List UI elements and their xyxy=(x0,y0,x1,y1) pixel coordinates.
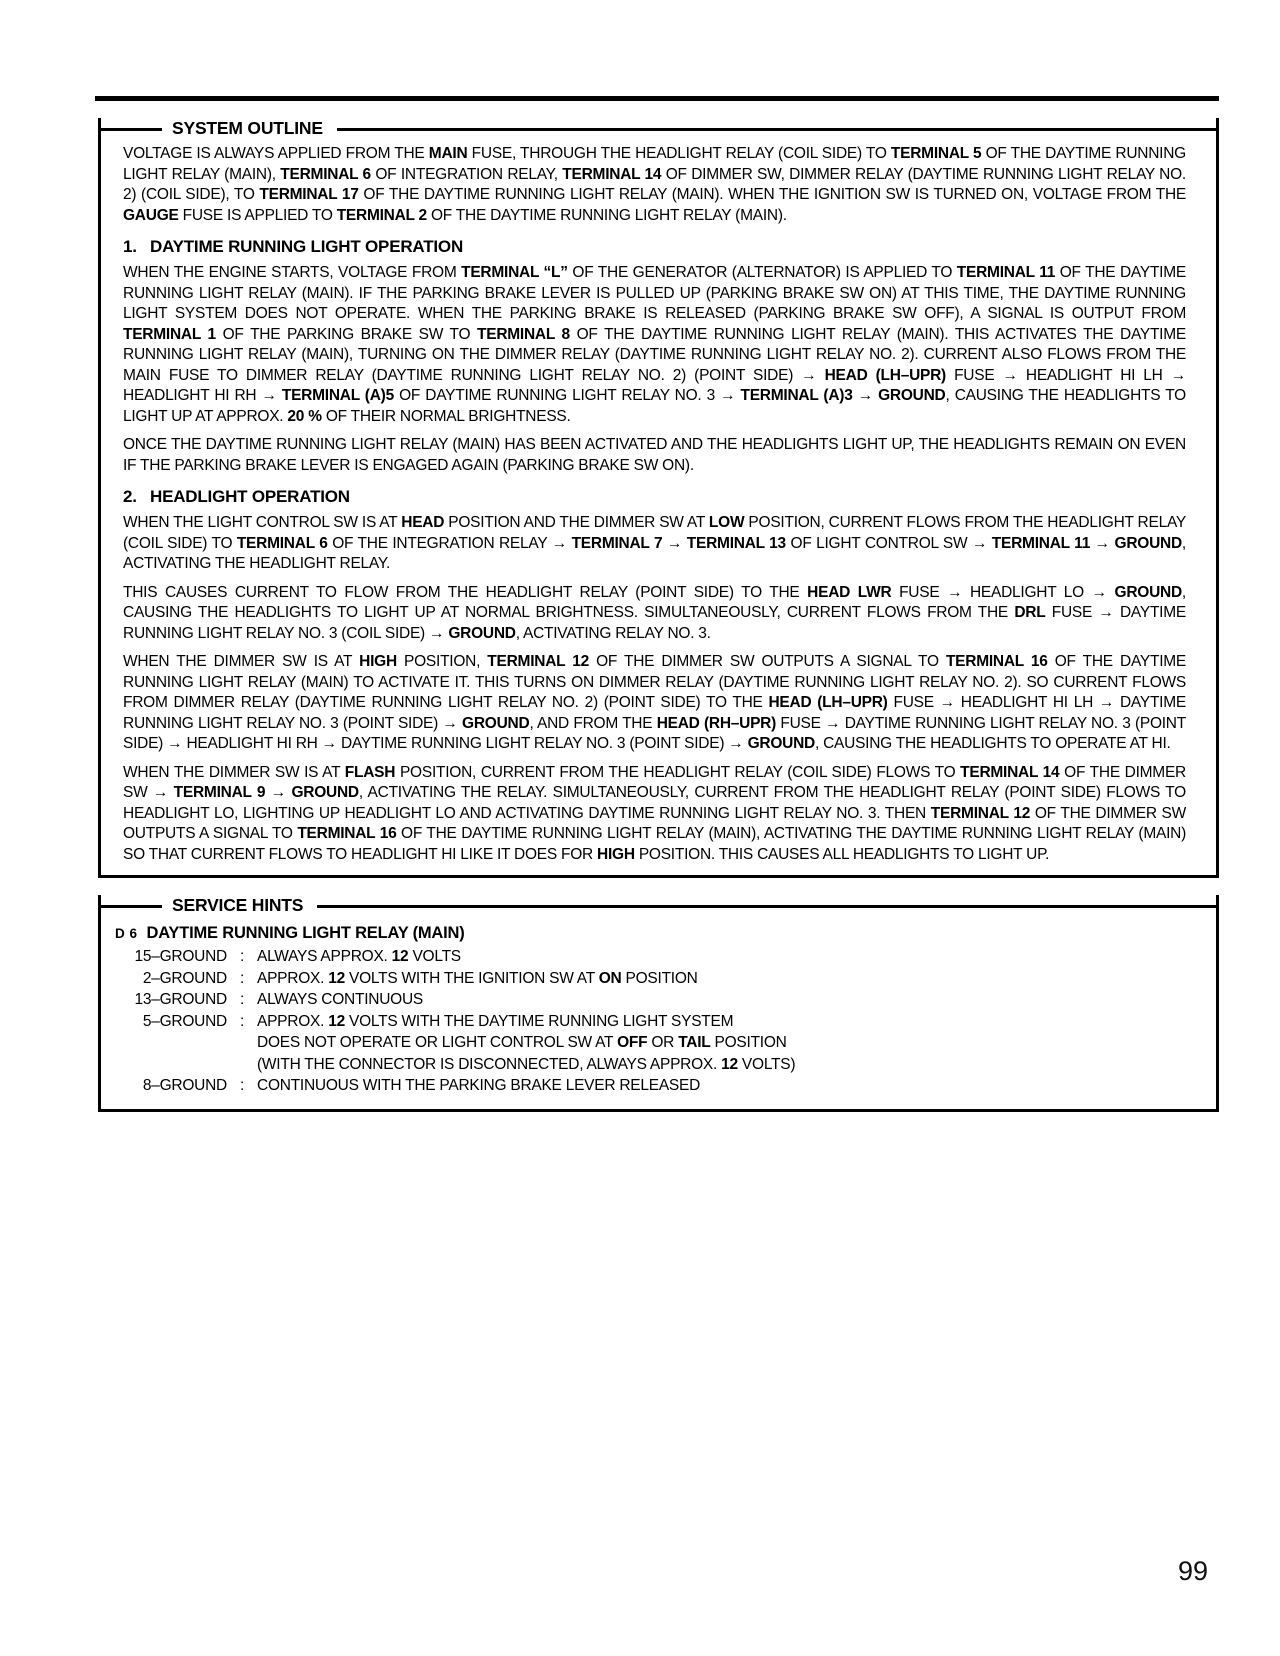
bold-text: TERMINAL (A)3 xyxy=(740,387,853,404)
terminal-label: 5–GROUND xyxy=(142,1012,227,1030)
title-left-rule xyxy=(98,905,162,908)
text-run: , ACTIVATING THE RELAY. SIMULTANEOUSLY, CURRENT FROM THE HEADLIGHT RELAY (POINT SIDE) FLOWS TO HEADLIGHT LO, LIGHTING UP HEADLIGHT LO AND ACTIVATING DAYTIME RUNNING LIGHT RELAY NO. 3. THEN xyxy=(123,784,1186,822)
text-run: VOLTS WITH THE DAYTIME RUNNING LIGHT SYSTEM xyxy=(344,1012,734,1030)
bold-text: TERMINAL 14 xyxy=(960,763,1060,781)
bold-text: OFF xyxy=(617,1034,648,1051)
text-run: APPROX. xyxy=(257,969,329,987)
system-outline-title: SYSTEM OUTLINE xyxy=(172,117,323,138)
text-run: , CAUSING THE HEADLIGHTS TO OPERATE AT HI. xyxy=(815,735,1171,752)
bold-text: 20 % xyxy=(287,407,322,425)
text-run: VOLTS xyxy=(408,948,461,965)
bold-text: TERMINAL 6 xyxy=(280,165,371,183)
text-run: OF THE DAYTIME RUNNING LIGHT RELAY (MAIN), ACTIVATING THE DAYTIME RUNNING LIGHT RELAY (MAIN) SO THAT CURRENT FLOWS TO HEADLIGHT HI LIKE IT DOES FOR xyxy=(123,825,1186,863)
hint-row xyxy=(123,968,1186,990)
bold-text: MAIN xyxy=(428,145,468,162)
text-run: APPROX. xyxy=(257,1012,329,1030)
text-run: FUSE → HEADLIGHT HI LH → DAYTIME RUNNING LIGHT RELAY NO. 3 (POINT SIDE) → xyxy=(123,694,1186,732)
text-run: WHEN THE DIMMER SW IS AT xyxy=(123,763,345,781)
text-run: ALWAYS APPROX. xyxy=(257,948,392,965)
bold-text: GROUND xyxy=(878,387,946,404)
colon-separator: : xyxy=(239,1012,245,1030)
bold-text: HEAD LWR xyxy=(807,583,892,601)
text-run: VOLTS WITH THE IGNITION SW AT xyxy=(344,969,599,987)
text-run: THIS CAUSES CURRENT TO FLOW FROM THE HEADLIGHT RELAY (POINT SIDE) TO THE xyxy=(123,583,808,601)
subsection-title: DAYTIME RUNNING LIGHT OPERATION xyxy=(150,237,464,256)
component-heading xyxy=(115,924,1186,943)
bold-text: TERMINAL 8 xyxy=(477,325,570,343)
bold-text: GROUND xyxy=(1114,583,1182,601)
hint-description xyxy=(257,1011,1186,1033)
bold-text: HIGH xyxy=(597,845,635,863)
bold-text: TERMINAL 16 xyxy=(297,825,397,842)
bold-text: ON xyxy=(598,969,622,987)
text-run: , CAUSING THE HEADLIGHTS TO LIGHT UP AT APPROX. xyxy=(123,387,1186,425)
bold-text: HEAD (RH–UPR) xyxy=(656,714,777,732)
text-run: → xyxy=(662,534,687,552)
bold-text: TAIL xyxy=(678,1034,711,1051)
hint-description xyxy=(257,968,1186,990)
bold-text: TERMINAL 6 xyxy=(236,534,328,552)
paragraph xyxy=(123,513,1186,575)
bold-text: TERMINAL “L” xyxy=(461,264,568,281)
text-run: OF THE GENERATOR (ALTERNATOR) IS APPLIED TO xyxy=(567,264,957,281)
bold-text: TERMINAL 11 xyxy=(991,534,1091,552)
hint-row xyxy=(123,1011,1186,1033)
bold-text: HEAD (LH–UPR) xyxy=(824,366,946,384)
hint-description xyxy=(257,1075,1186,1097)
text-run: FUSE → DAYTIME RUNNING LIGHT RELAY NO. 3 (COIL SIDE) → xyxy=(123,604,1186,642)
text-run: FUSE, THROUGH THE HEADLIGHT RELAY (COIL SIDE) TO xyxy=(467,145,891,162)
colon-separator: : xyxy=(239,991,245,1008)
bold-text: HEAD xyxy=(401,514,445,531)
hints-list xyxy=(123,946,1186,1097)
hint-row xyxy=(123,946,1186,968)
text-run: POSITION xyxy=(710,1034,787,1051)
text-run: POSITION. THIS CAUSES ALL HEADLIGHTS TO LIGHT UP. xyxy=(634,845,1050,863)
text-run: FUSE → HEADLIGHT LO → xyxy=(891,583,1115,601)
bold-text: FLASH xyxy=(344,763,396,781)
system-outline-header xyxy=(101,118,1216,140)
text-run: , AND FROM THE xyxy=(529,714,657,732)
bold-text: TERMINAL 12 xyxy=(930,804,1031,822)
bold-text: TERMINAL 14 xyxy=(562,165,662,183)
text-run: OF THE DAYTIME RUNNING LIGHT RELAY (MAIN). THIS ACTIVATES THE DAYTIME RUNNING LIGHT RELAY (MAIN), TURNING ON THE DIMMER RELAY (DAYTIME RUNNING LIGHT RELAY NO. 2). CURRENT ALSO FLOWS FROM THE MAIN FUSE TO DIMMER RELAY (DAYTIME RUNNING LIGHT RELAY NO. 2) (POINT SIDE) → xyxy=(123,325,1186,384)
component-ref: D 6 xyxy=(115,926,138,941)
title-right-rule xyxy=(337,128,1219,131)
colon-separator: : xyxy=(239,948,245,965)
bold-text: GROUND xyxy=(448,624,516,642)
terminal-label: 13–GROUND xyxy=(134,991,227,1008)
text-run: OF THE DAYTIME RUNNING LIGHT RELAY (MAIN). WHEN THE IGNITION SW IS TURNED ON, VOLTAGE FROM THE xyxy=(358,186,1186,203)
hint-description xyxy=(257,1054,1186,1076)
text-run: → xyxy=(852,387,879,404)
bold-text: DRL xyxy=(1014,604,1046,621)
subsection-number: 2. xyxy=(123,487,137,506)
terminal-label: 15–GROUND xyxy=(134,948,227,965)
text-run: WHEN THE DIMMER SW IS AT xyxy=(123,653,360,670)
colon-separator xyxy=(227,1032,257,1054)
text-run: POSITION, CURRENT FLOWS FROM THE HEADLIGHT RELAY (COIL SIDE) TO xyxy=(123,514,1186,552)
bold-text: HIGH xyxy=(359,653,397,670)
terminal-label xyxy=(123,1054,227,1076)
paragraph xyxy=(123,652,1186,755)
bold-text: TERMINAL 17 xyxy=(259,186,359,203)
paragraph xyxy=(123,435,1186,476)
page-content xyxy=(98,101,1219,1112)
text-run: → xyxy=(265,784,292,801)
hint-description xyxy=(257,1032,1186,1054)
bold-text: GROUND xyxy=(291,784,359,801)
text-run: VOLTAGE IS ALWAYS APPLIED FROM THE xyxy=(123,145,429,162)
text-run: OF THE DIMMER SW OUTPUTS A SIGNAL TO xyxy=(588,653,946,670)
page-number: 99 xyxy=(1178,1556,1209,1586)
bold-text: 12 xyxy=(328,969,345,987)
text-run: WHEN THE LIGHT CONTROL SW IS AT xyxy=(123,514,402,531)
subsection-heading xyxy=(123,237,1186,257)
text-run: VOLTS) xyxy=(737,1055,796,1073)
bold-text: LOW xyxy=(708,514,745,531)
text-run: OR xyxy=(647,1034,679,1051)
text-run: OF THE DAYTIME RUNNING LIGHT RELAY (MAIN), xyxy=(123,145,1186,183)
hint-description xyxy=(257,946,1186,968)
text-run: POSITION, xyxy=(396,653,488,670)
bold-text: TERMINAL 11 xyxy=(956,264,1056,281)
subsection-number: 1. xyxy=(123,237,137,256)
text-run: WHEN THE ENGINE STARTS, VOLTAGE FROM xyxy=(123,264,462,281)
text-run: OF THE DIMMER SW → xyxy=(123,763,1187,801)
colon-separator: : xyxy=(239,1077,245,1094)
text-run: POSITION AND THE DIMMER SW AT xyxy=(444,514,709,531)
colon-separator xyxy=(227,1054,257,1076)
title-left-rule xyxy=(98,128,162,131)
text-run: ALWAYS CONTINUOUS xyxy=(257,991,423,1008)
text-run: FUSE → HEADLIGHT HI LH → HEADLIGHT HI RH → xyxy=(123,366,1186,404)
subsection-title: HEADLIGHT OPERATION xyxy=(150,487,350,506)
bold-text: TERMINAL 13 xyxy=(686,534,786,552)
service-hints-title: SERVICE HINTS xyxy=(172,894,304,915)
hint-row-continuation xyxy=(123,1054,1186,1076)
hint-row xyxy=(123,989,1186,1011)
service-hints-header xyxy=(101,895,1216,917)
bold-text: TERMINAL 5 xyxy=(890,145,982,162)
bold-text: TERMINAL (A)5 xyxy=(281,387,394,404)
text-run: OF DIMMER SW, DIMMER RELAY (DAYTIME RUNNING LIGHT RELAY NO. 2) (COIL SIDE), TO xyxy=(123,165,1186,203)
paragraph xyxy=(123,763,1186,866)
terminal-label: 8–GROUND xyxy=(142,1077,227,1094)
bold-text: 12 xyxy=(391,948,409,965)
bold-text: TERMINAL 16 xyxy=(945,653,1048,670)
text-run: CONTINUOUS WITH THE PARKING BRAKE LEVER RELEASED xyxy=(257,1077,701,1094)
text-run: OF THE DIMMER SW OUTPUTS A SIGNAL TO xyxy=(123,804,1187,842)
bold-text: TERMINAL 9 xyxy=(173,784,266,801)
text-run: OF DAYTIME RUNNING LIGHT RELAY NO. 3 → xyxy=(393,387,741,404)
bold-text: TERMINAL 1 xyxy=(123,325,216,343)
text-run: (WITH THE CONNECTOR IS DISCONNECTED, ALWAYS APPROX. xyxy=(257,1055,722,1073)
text-run: OF LIGHT CONTROL SW → xyxy=(785,534,992,552)
text-run: OF THE DAYTIME RUNNING LIGHT RELAY (MAIN). IF THE PARKING BRAKE LEVER IS PULLED UP (PARKING BRAKE SW ON) AT THIS TIME, THE DAYTIME RUNNING LIGHT SYSTEM DOES NOT OPERATE. WHEN THE PARKING BRAKE IS RELEASED (PARKING BRAKE SW OFF), A SIGNAL IS OUTPUT FROM xyxy=(123,264,1186,322)
paragraph xyxy=(123,263,1186,427)
bold-text: TERMINAL 2 xyxy=(336,206,427,224)
colon-separator: : xyxy=(239,969,245,987)
paragraph xyxy=(123,144,1186,226)
text-run: OF THE INTEGRATION RELAY → xyxy=(327,534,572,552)
bold-text: GROUND xyxy=(747,735,815,752)
paragraph xyxy=(123,583,1186,645)
text-run: FUSE IS APPLIED TO xyxy=(178,206,337,224)
bold-text: 12 xyxy=(721,1055,738,1073)
text-run: , CAUSING THE HEADLIGHTS TO LIGHT UP AT NORMAL BRIGHTNESS. SIMULTANEOUSLY, CURRENT FLOWS FROM THE xyxy=(123,583,1186,621)
bold-text: TERMINAL 7 xyxy=(571,534,663,552)
title-right-rule xyxy=(317,905,1219,908)
component-name: DAYTIME RUNNING LIGHT RELAY (MAIN) xyxy=(146,924,465,942)
service-hints-body xyxy=(101,917,1216,1109)
service-hints-section xyxy=(98,895,1219,1112)
text-run: , ACTIVATING THE HEADLIGHT RELAY. xyxy=(123,534,1186,572)
text-run: OF THE PARKING BRAKE SW TO xyxy=(215,325,478,343)
system-outline-section xyxy=(98,118,1219,878)
bold-text: HEAD (LH–UPR) xyxy=(768,694,888,711)
bold-text: GROUND xyxy=(462,714,530,732)
hint-description xyxy=(257,989,1186,1011)
terminal-label xyxy=(123,1032,227,1054)
terminal-label: 2–GROUND xyxy=(142,969,227,987)
hint-row-continuation xyxy=(123,1032,1186,1054)
bold-text: TERMINAL 12 xyxy=(487,653,589,670)
text-run: → xyxy=(1090,534,1115,552)
text-run: OF THE DAYTIME RUNNING LIGHT RELAY (MAIN) TO ACTIVATE IT. THIS TURNS ON DIMMER RELAY (DAYTIME RUNNING LIGHT RELAY NO. 2). SO CURRENT FLOWS FROM DIMMER RELAY (DAYTIME RUNNING LIGHT RELAY NO. 2) (POINT SIDE) TO THE xyxy=(123,653,1187,711)
hint-row xyxy=(123,1075,1186,1097)
text-run: POSITION, CURRENT FROM THE HEADLIGHT RELAY (COIL SIDE) FLOWS TO xyxy=(395,763,961,781)
system-outline-body xyxy=(101,140,1216,875)
text-run: DOES NOT OPERATE OR LIGHT CONTROL SW AT xyxy=(257,1034,618,1051)
text-run: FUSE → DAYTIME RUNNING LIGHT RELAY NO. 3 (POINT SIDE) → HEADLIGHT HI RH → DAYTIME RUNNING LIGHT RELAY NO. 3 (POINT SIDE) → xyxy=(123,714,1186,752)
text-run: OF THEIR NORMAL BRIGHTNESS. xyxy=(321,407,571,425)
bold-text: 12 xyxy=(328,1012,345,1030)
text-run: POSITION xyxy=(621,969,698,987)
text-run: ONCE THE DAYTIME RUNNING LIGHT RELAY (MAIN) HAS BEEN ACTIVATED AND THE HEADLIGHTS LIGHT UP, THE HEADLIGHTS REMAIN ON EVEN IF THE PARKING BRAKE LEVER IS ENGAGED AGAIN (PARKING BRAKE SW ON). xyxy=(123,436,1186,474)
text-run: , ACTIVATING RELAY NO. 3. xyxy=(515,624,711,642)
text-run: OF INTEGRATION RELAY, xyxy=(370,165,563,183)
bold-text: GROUND xyxy=(1114,534,1182,552)
bold-text: GAUGE xyxy=(123,206,179,224)
subsection-heading xyxy=(123,487,1186,507)
text-run: OF THE DAYTIME RUNNING LIGHT RELAY (MAIN). xyxy=(426,206,787,224)
